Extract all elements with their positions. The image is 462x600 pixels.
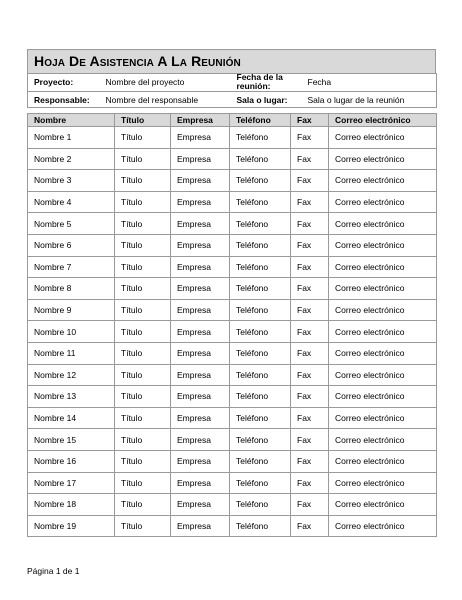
cell-title: Título — [115, 515, 171, 537]
cell-phone: Teléfono — [230, 170, 291, 192]
cell-phone: Teléfono — [230, 299, 291, 321]
cell-company: Empresa — [171, 450, 230, 472]
table-row — [28, 170, 437, 192]
cell-title: Título — [115, 234, 171, 256]
cell-company: Empresa — [171, 213, 230, 235]
cell-title: Título — [115, 342, 171, 364]
header-company: Empresa — [171, 114, 230, 127]
cell-email: Correo electrónico — [329, 494, 437, 516]
cell-fax: Fax — [291, 299, 329, 321]
header-fax: Fax — [291, 114, 329, 127]
attendance-header-row — [28, 114, 437, 127]
cell-phone: Teléfono — [230, 191, 291, 213]
cell-title: Título — [115, 256, 171, 278]
cell-fax: Fax — [291, 256, 329, 278]
cell-phone: Teléfono — [230, 278, 291, 300]
cell-fax: Fax — [291, 321, 329, 343]
attendance-body — [28, 127, 437, 537]
cell-title: Título — [115, 191, 171, 213]
header-title: Título — [115, 114, 171, 127]
cell-email: Correo electrónico — [329, 234, 437, 256]
owner-value: Nombre del responsable — [100, 92, 231, 108]
cell-phone: Teléfono — [230, 407, 291, 429]
cell-fax: Fax — [291, 234, 329, 256]
cell-phone: Teléfono — [230, 429, 291, 451]
cell-title: Título — [115, 321, 171, 343]
cell-phone: Teléfono — [230, 256, 291, 278]
cell-title: Título — [115, 299, 171, 321]
cell-fax: Fax — [291, 515, 329, 537]
cell-phone: Teléfono — [230, 127, 291, 149]
cell-company: Empresa — [171, 515, 230, 537]
cell-name: Nombre 16 — [28, 450, 115, 472]
cell-phone: Teléfono — [230, 450, 291, 472]
cell-phone: Teléfono — [230, 148, 291, 170]
cell-title: Título — [115, 386, 171, 408]
cell-fax: Fax — [291, 429, 329, 451]
table-row — [28, 450, 437, 472]
cell-phone: Teléfono — [230, 364, 291, 386]
cell-email: Correo electrónico — [329, 364, 437, 386]
header-phone: Teléfono — [230, 114, 291, 127]
cell-fax: Fax — [291, 364, 329, 386]
cell-name: Nombre 9 — [28, 299, 115, 321]
cell-company: Empresa — [171, 256, 230, 278]
header-name: Nombre — [28, 114, 115, 127]
cell-company: Empresa — [171, 321, 230, 343]
page-number: Página 1 de 1 — [27, 566, 80, 576]
cell-title: Título — [115, 278, 171, 300]
cell-name: Nombre 1 — [28, 127, 115, 149]
cell-name: Nombre 8 — [28, 278, 115, 300]
cell-email: Correo electrónico — [329, 472, 437, 494]
cell-email: Correo electrónico — [329, 450, 437, 472]
cell-company: Empresa — [171, 191, 230, 213]
cell-name: Nombre 14 — [28, 407, 115, 429]
table-row — [28, 213, 437, 235]
project-label: Proyecto: — [28, 73, 100, 92]
cell-title: Título — [115, 429, 171, 451]
cell-phone: Teléfono — [230, 234, 291, 256]
cell-fax: Fax — [291, 170, 329, 192]
meeting-date-value: Fecha — [302, 73, 437, 92]
cell-email: Correo electrónico — [329, 407, 437, 429]
cell-fax: Fax — [291, 386, 329, 408]
table-row — [28, 321, 437, 343]
cell-company: Empresa — [171, 407, 230, 429]
cell-fax: Fax — [291, 494, 329, 516]
document-title: Hoja De Asistencia A La Reunión — [34, 53, 241, 69]
room-label: Sala o lugar: — [231, 92, 302, 108]
table-row — [28, 386, 437, 408]
cell-email: Correo electrónico — [329, 299, 437, 321]
cell-name: Nombre 15 — [28, 429, 115, 451]
cell-fax: Fax — [291, 342, 329, 364]
cell-company: Empresa — [171, 472, 230, 494]
cell-name: Nombre 4 — [28, 191, 115, 213]
cell-phone: Teléfono — [230, 342, 291, 364]
table-row — [28, 342, 437, 364]
cell-title: Título — [115, 494, 171, 516]
cell-name: Nombre 3 — [28, 170, 115, 192]
table-row — [28, 515, 437, 537]
cell-phone: Teléfono — [230, 213, 291, 235]
table-row — [28, 127, 437, 149]
title-bar — [27, 49, 436, 74]
table-row — [28, 234, 437, 256]
cell-email: Correo electrónico — [329, 256, 437, 278]
cell-fax: Fax — [291, 127, 329, 149]
cell-fax: Fax — [291, 450, 329, 472]
owner-label: Responsable: — [28, 92, 100, 108]
room-value: Sala o lugar de la reunión — [302, 92, 437, 108]
cell-name: Nombre 6 — [28, 234, 115, 256]
cell-email: Correo electrónico — [329, 170, 437, 192]
cell-company: Empresa — [171, 342, 230, 364]
cell-phone: Teléfono — [230, 494, 291, 516]
cell-fax: Fax — [291, 148, 329, 170]
cell-fax: Fax — [291, 278, 329, 300]
cell-email: Correo electrónico — [329, 278, 437, 300]
table-row — [28, 191, 437, 213]
cell-fax: Fax — [291, 213, 329, 235]
header-email: Correo electrónico — [329, 114, 437, 127]
cell-email: Correo electrónico — [329, 342, 437, 364]
cell-company: Empresa — [171, 386, 230, 408]
cell-name: Nombre 19 — [28, 515, 115, 537]
table-row — [28, 278, 437, 300]
table-row — [28, 407, 437, 429]
cell-name: Nombre 12 — [28, 364, 115, 386]
cell-name: Nombre 5 — [28, 213, 115, 235]
cell-phone: Teléfono — [230, 386, 291, 408]
cell-name: Nombre 13 — [28, 386, 115, 408]
info-row-owner — [28, 92, 437, 108]
cell-email: Correo electrónico — [329, 321, 437, 343]
cell-name: Nombre 7 — [28, 256, 115, 278]
cell-title: Título — [115, 364, 171, 386]
cell-email: Correo electrónico — [329, 148, 437, 170]
table-row — [28, 299, 437, 321]
info-row-project — [28, 73, 437, 92]
table-row — [28, 429, 437, 451]
attendance-table — [27, 113, 437, 537]
project-value: Nombre del proyecto — [100, 73, 231, 92]
cell-company: Empresa — [171, 299, 230, 321]
cell-company: Empresa — [171, 148, 230, 170]
meeting-date-label: Fecha de la reunión: — [231, 73, 302, 92]
cell-name: Nombre 17 — [28, 472, 115, 494]
cell-email: Correo electrónico — [329, 429, 437, 451]
cell-email: Correo electrónico — [329, 515, 437, 537]
cell-email: Correo electrónico — [329, 191, 437, 213]
cell-name: Nombre 10 — [28, 321, 115, 343]
cell-fax: Fax — [291, 191, 329, 213]
table-row — [28, 148, 437, 170]
cell-company: Empresa — [171, 429, 230, 451]
table-row — [28, 256, 437, 278]
cell-name: Nombre 11 — [28, 342, 115, 364]
cell-email: Correo electrónico — [329, 127, 437, 149]
cell-email: Correo electrónico — [329, 386, 437, 408]
cell-title: Título — [115, 170, 171, 192]
meeting-info-table — [27, 73, 437, 108]
cell-company: Empresa — [171, 364, 230, 386]
cell-title: Título — [115, 148, 171, 170]
cell-title: Título — [115, 450, 171, 472]
cell-company: Empresa — [171, 494, 230, 516]
cell-company: Empresa — [171, 127, 230, 149]
cell-company: Empresa — [171, 170, 230, 192]
cell-title: Título — [115, 472, 171, 494]
cell-title: Título — [115, 127, 171, 149]
table-row — [28, 364, 437, 386]
table-row — [28, 494, 437, 516]
cell-fax: Fax — [291, 407, 329, 429]
cell-email: Correo electrónico — [329, 213, 437, 235]
cell-phone: Teléfono — [230, 515, 291, 537]
table-row — [28, 472, 437, 494]
cell-company: Empresa — [171, 234, 230, 256]
cell-phone: Teléfono — [230, 472, 291, 494]
cell-name: Nombre 18 — [28, 494, 115, 516]
cell-name: Nombre 2 — [28, 148, 115, 170]
cell-title: Título — [115, 407, 171, 429]
cell-fax: Fax — [291, 472, 329, 494]
cell-company: Empresa — [171, 278, 230, 300]
cell-phone: Teléfono — [230, 321, 291, 343]
cell-title: Título — [115, 213, 171, 235]
